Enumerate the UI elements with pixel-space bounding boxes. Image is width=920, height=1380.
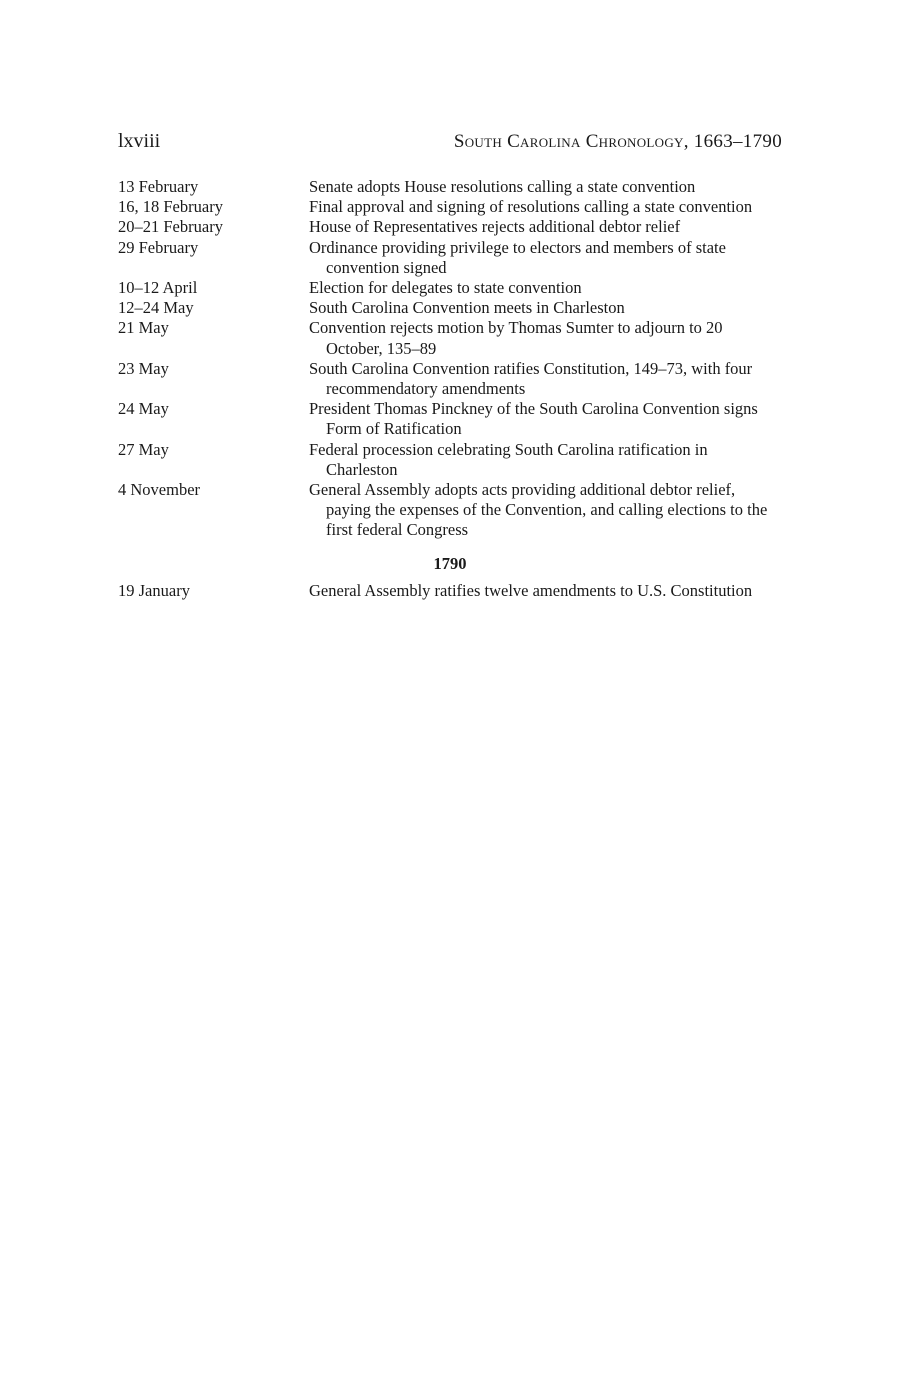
chronology-entry (118, 581, 782, 601)
entry-text: South Carolina Convention ratifies Constitution, 149–73, with four recommendatory amendments (309, 358, 753, 399)
entry-date: 20–21 February (118, 217, 223, 237)
entry-date: 23 May (118, 358, 169, 378)
entry-text: Convention rejects motion by Thomas Sumter to adjourn to 20 October, 135–89 (309, 318, 723, 358)
chronology-entry (118, 217, 782, 237)
document-page (118, 128, 782, 601)
entry-date: 21 May (118, 318, 169, 338)
chronology-entry (118, 318, 782, 358)
entry-text: Election for delegates to state convention (309, 278, 582, 298)
entry-text: President Thomas Pinckney of the South Carolina Convention signs Form of Ratification (309, 399, 758, 439)
running-head (118, 128, 782, 155)
chronology-entry (118, 440, 782, 480)
entry-text: General Assembly ratifies twelve amendments to U.S. Constitution (309, 580, 753, 600)
entry-text: House of Representatives rejects additional debtor relief (309, 217, 681, 237)
entry-date: 10–12 April (118, 278, 198, 298)
entry-date: 13 February (118, 177, 199, 196)
chronology-entry (118, 177, 782, 197)
year-heading: 1790 (433, 553, 467, 573)
chronology-list (118, 177, 782, 601)
entry-text: South Carolina Convention meets in Charleston (309, 298, 625, 318)
chronology-entry (118, 480, 782, 541)
entry-text: Senate adopts House resolutions calling a state convention (309, 177, 696, 196)
entry-text: General Assembly adopts acts providing additional debtor relief, paying the expenses of the Convention, and calling elections to the first federal Congress (309, 480, 768, 540)
entry-date: 27 May (118, 439, 169, 459)
running-title: South Carolina Chronology, 1663–1790 (453, 131, 782, 152)
entry-date: 16, 18 February (118, 197, 223, 217)
chronology-entry (118, 278, 782, 298)
chronology-entry (118, 238, 782, 278)
entry-date: 19 January (118, 580, 190, 600)
entry-text: Final approval and signing of resolutions calling a state convention (309, 197, 753, 217)
entry-date: 12–24 May (118, 298, 194, 318)
entry-date: 4 November (118, 480, 201, 500)
entry-date: 29 February (118, 237, 199, 257)
entry-text: Federal procession celebrating South Carolina ratification in Charleston (309, 439, 708, 479)
chronology-entry (118, 197, 782, 217)
entry-date: 24 May (118, 399, 169, 419)
entry-text: Ordinance providing privilege to electors and members of state convention signed (309, 237, 726, 277)
page-number: lxviii (118, 130, 161, 152)
chronology-entry (118, 359, 782, 399)
chronology-entry (118, 399, 782, 439)
chronology-entry (118, 298, 782, 318)
